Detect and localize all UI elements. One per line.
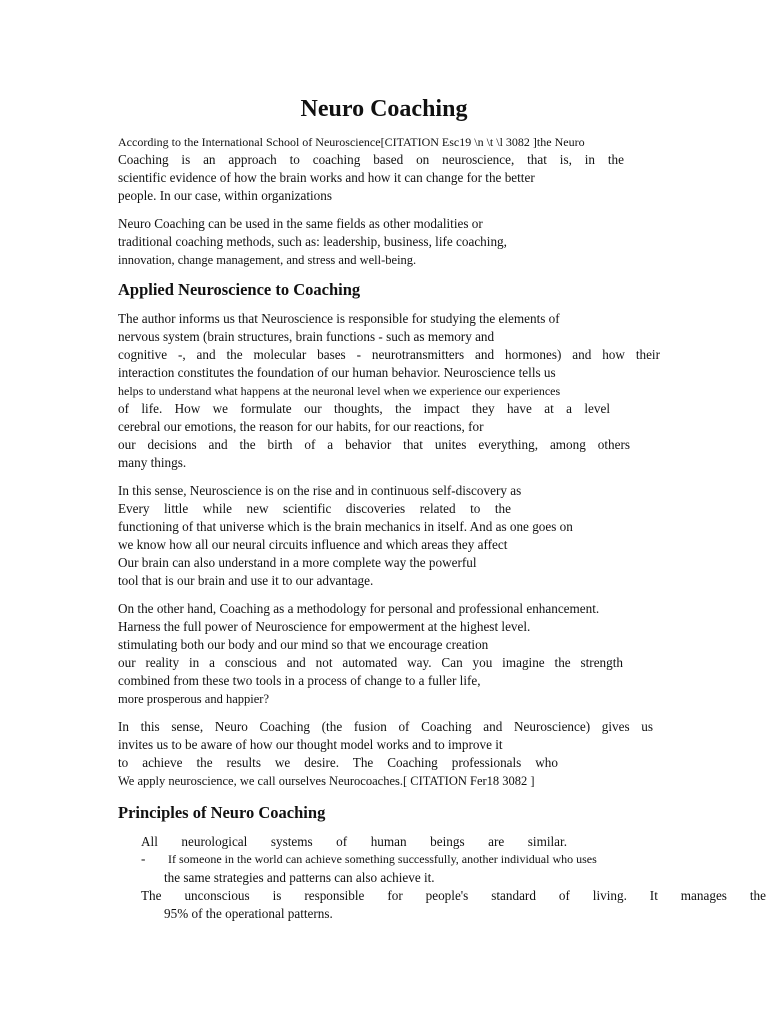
paragraph-2-line-3: innovation, change management, and stress and well-being. xyxy=(118,253,417,267)
paragraph-6-line-2: invites us to be aware of how our thought model works and to improve it xyxy=(118,737,503,752)
paragraph-5-line-1: On the other hand, Coaching as a methodology for personal and professional enhancement. xyxy=(118,601,600,616)
paragraph-4-line-1: In this sense, Neuroscience is on the rise and in continuous self-discovery as xyxy=(118,483,522,498)
paragraph-3-line-1: The author informs us that Neuroscience is responsible for studying the elements of xyxy=(118,311,560,326)
section-heading-applied-neuroscience: Applied Neuroscience to Coaching xyxy=(118,280,361,299)
principle-item-3-line-1: The unconscious is responsible for people's standard of living. It manages the xyxy=(141,888,766,903)
paragraph-1-line-4: people. In our case, within organizations xyxy=(118,188,332,203)
paragraph-4-line-6: tool that is our brain and use it to our advantage. xyxy=(118,573,374,588)
paragraph-5-line-4: our reality in a conscious and not automated way. Can you imagine the strength xyxy=(118,655,623,670)
principle-item-1: All neurological systems of human beings are similar. xyxy=(141,834,567,849)
paragraph-1-line-2: Coaching is an approach to coaching based on neuroscience, that is, in the xyxy=(118,152,624,167)
paragraph-3-line-4: interaction constitutes the foundation of our human behavior. Neuroscience tells us xyxy=(118,365,556,380)
paragraph-5-line-6: more prosperous and happier? xyxy=(118,692,269,706)
paragraph-5-line-2: Harness the full power of Neuroscience for empowerment at the highest level. xyxy=(118,619,531,634)
principle-item-2-line-1: If someone in the world can achieve something successfully, another individual who uses xyxy=(168,852,597,866)
paragraph-3-line-8: our decisions and the birth of a behavior that unites everything, among others xyxy=(118,437,630,452)
paragraph-1-line-1: According to the International School of Neuroscience[CITATION Esc19 \n \t \l 3082 ]the Neuro xyxy=(118,135,585,149)
paragraph-3-line-2: nervous system (brain structures, brain functions - such as memory and xyxy=(118,329,495,344)
paragraph-4-line-4: we know how all our neural circuits influence and which areas they affect xyxy=(118,537,508,552)
paragraph-3-line-6: of life. How we formulate our thoughts, the impact they have at a level xyxy=(118,401,610,416)
paragraph-3-line-3: cognitive -, and the molecular bases - neurotransmitters and hormones) and how their xyxy=(118,347,660,362)
paragraph-5-line-5: combined from these two tools in a process of change to a fuller life, xyxy=(118,673,481,688)
paragraph-2-line-1: Neuro Coaching can be used in the same fields as other modalities or xyxy=(118,216,483,231)
list-dash-marker: - xyxy=(141,851,146,866)
paragraph-3-line-7: cerebral our emotions, the reason for our habits, for our reactions, for xyxy=(118,419,484,434)
principle-item-3-line-2: 95% of the operational patterns. xyxy=(164,906,333,921)
paragraph-1-line-3: scientific evidence of how the brain works and how it can change for the better xyxy=(118,170,535,185)
paragraph-2-line-2: traditional coaching methods, such as: leadership, business, life coaching, xyxy=(118,234,507,249)
paragraph-3-line-9: many things. xyxy=(118,455,187,470)
page-title: Neuro Coaching xyxy=(300,96,468,122)
paragraph-4-line-3: functioning of that universe which is the brain mechanics in itself. And as one goes on xyxy=(118,519,573,534)
paragraph-4-line-2: Every little while new scientific discoveries related to the xyxy=(118,501,511,516)
paragraph-6-line-4: We apply neuroscience, we call ourselves Neurocoaches.[ CITATION Fer18 3082 ] xyxy=(118,774,535,788)
section-heading-principles: Principles of Neuro Coaching xyxy=(118,803,326,822)
paragraph-5-line-3: stimulating both our body and our mind so that we encourage creation xyxy=(118,637,489,652)
paragraph-3-line-5: helps to understand what happens at the neuronal level when we experience our experiences xyxy=(118,384,561,398)
principle-item-2-line-2: the same strategies and patterns can also achieve it. xyxy=(164,870,435,885)
paragraph-6-line-3: to achieve the results we desire. The Coaching professionals who xyxy=(118,755,558,770)
paragraph-6-line-1: In this sense, Neuro Coaching (the fusion of Coaching and Neuroscience) gives us xyxy=(118,719,653,734)
paragraph-4-line-5: Our brain can also understand in a more complete way the powerful xyxy=(118,555,477,570)
